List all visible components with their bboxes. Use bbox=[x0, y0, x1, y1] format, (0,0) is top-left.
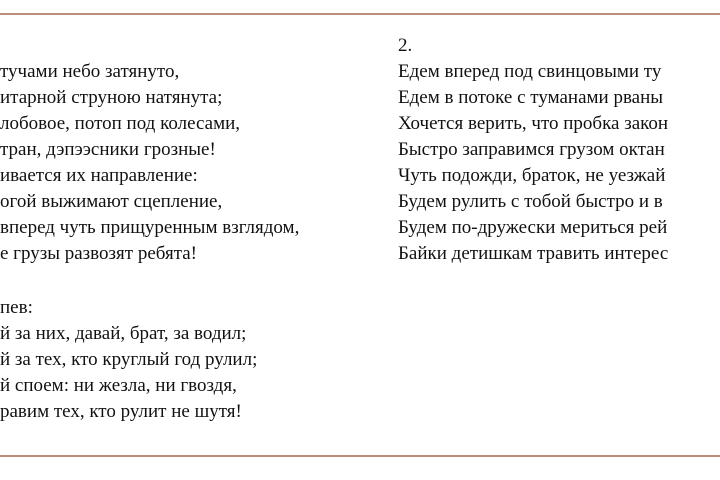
left-verse-line: лобовое, потоп под колесами, bbox=[0, 113, 241, 134]
chorus-line: й споем: ни жезла, ни гвоздя, bbox=[0, 375, 237, 396]
bottom-rule bbox=[0, 455, 720, 457]
chorus-line: равим тех, кто рулит не шутя! bbox=[0, 401, 242, 422]
right-verse-line: Будем по-дружески мериться рей bbox=[398, 217, 668, 238]
right-column bbox=[398, 0, 720, 480]
right-verse-line: Едем вперед под свинцовыми ту bbox=[398, 61, 662, 82]
right-verse-line: Едем в потоке с туманами рваны bbox=[398, 87, 664, 108]
right-verse-line: Чуть подожди, браток, не уезжай bbox=[398, 165, 666, 186]
right-verse-line: Быстро заправимся грузом октан bbox=[398, 139, 665, 160]
right-verse-line: Байки детишкам травить интерес bbox=[398, 243, 669, 264]
right-verse-line: Хочется верить, что пробка закон bbox=[398, 113, 669, 134]
left-verse-line: вперед чуть прищуренным взглядом, bbox=[0, 217, 300, 238]
left-verse-line: итарной струною натянута; bbox=[0, 87, 223, 108]
chorus-line: й за тех, кто круглый год рулил; bbox=[0, 349, 258, 370]
left-verse-line: тран, дэпээсники грозные! bbox=[0, 139, 216, 160]
left-verse-line: огой выжимают сцепление, bbox=[0, 191, 223, 212]
left-verse-line: ивается их направление: bbox=[0, 165, 198, 186]
chorus-heading: пев: bbox=[0, 297, 33, 318]
chorus-line: й за них, давай, брат, за водил; bbox=[0, 323, 247, 344]
verse-number: 2. bbox=[398, 35, 413, 56]
left-verse-line: тучами небо затянуто, bbox=[0, 61, 180, 82]
right-verse-line: Будем рулить с тобой быстро и в bbox=[398, 191, 663, 212]
left-verse-line: е грузы развозят ребята! bbox=[0, 243, 197, 264]
